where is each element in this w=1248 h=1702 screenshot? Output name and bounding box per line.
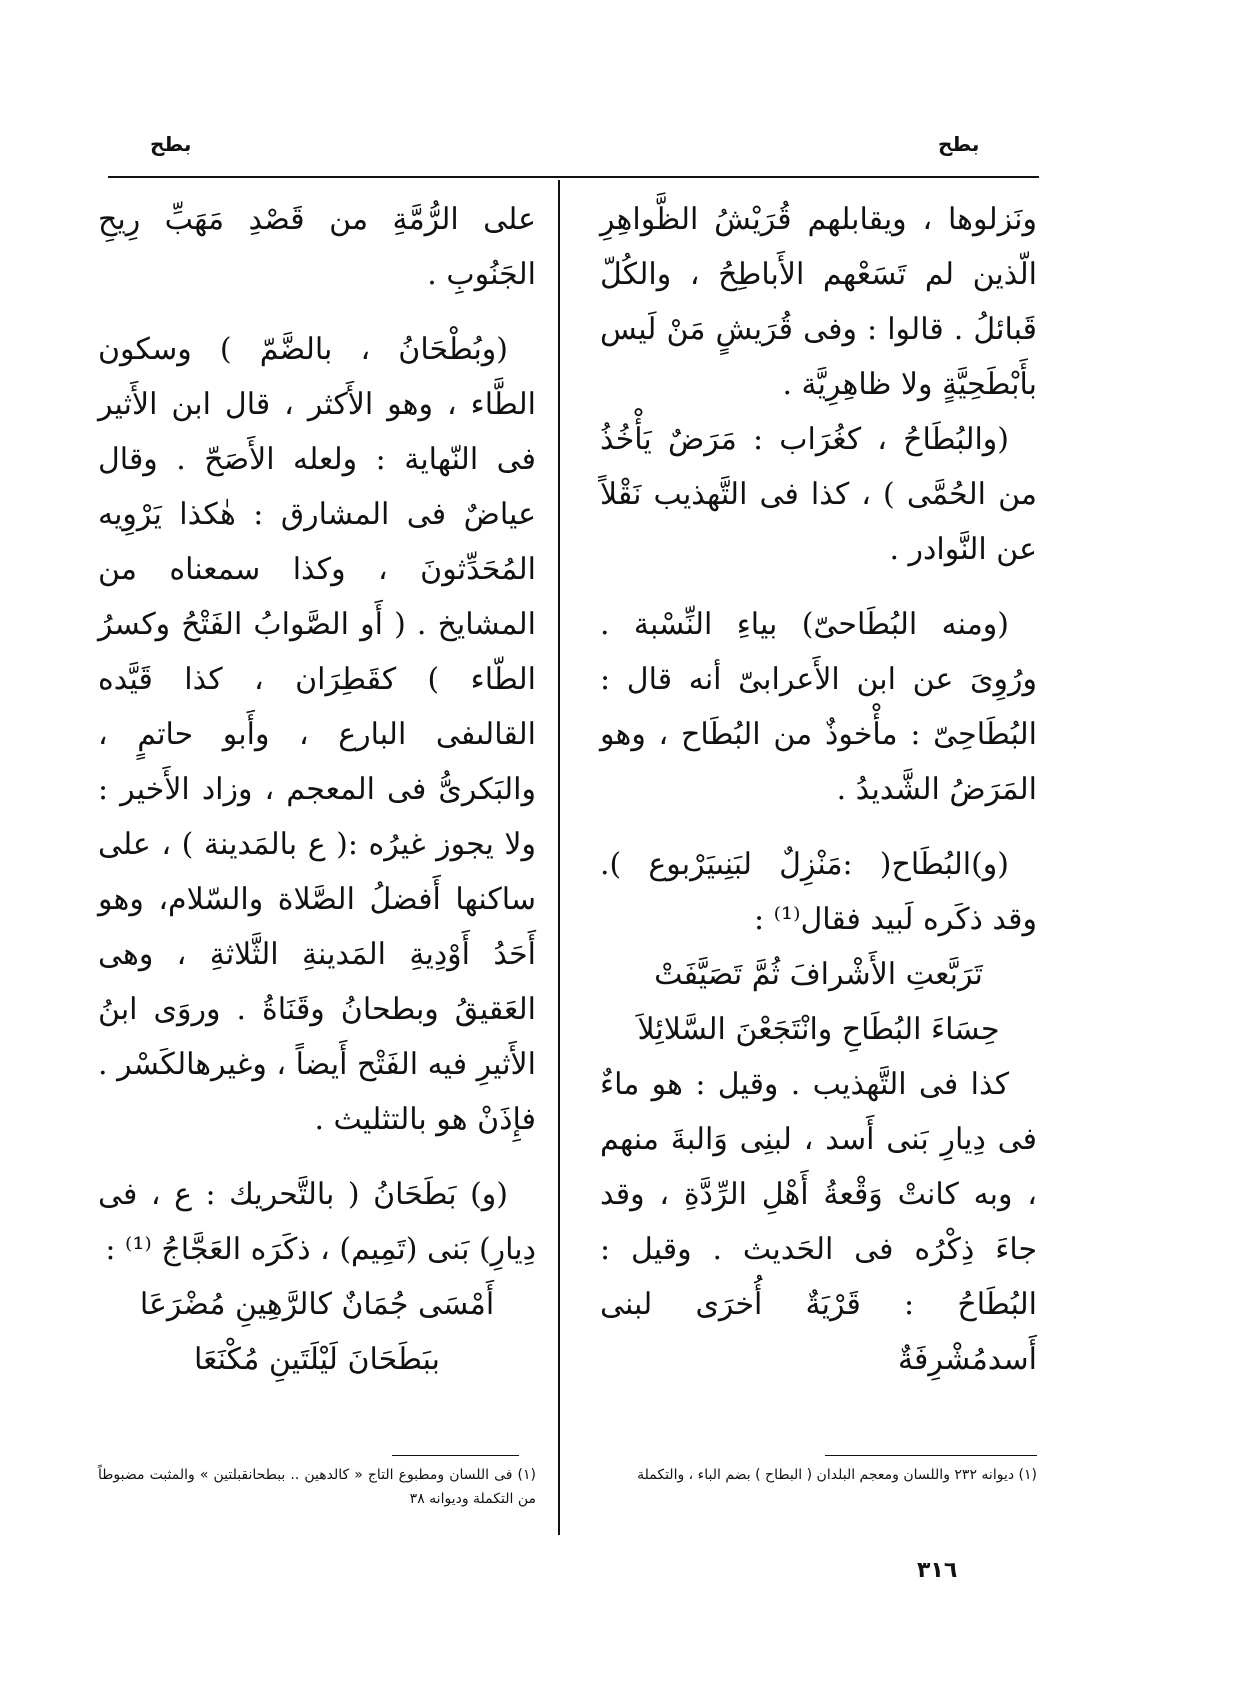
left-verse-line-1: أَمْسَى جُمَانٌ كالرَّهِينِ مُضْرَعَا (139, 1287, 495, 1322)
footnote-left: (١) فى اللسان ومطبوع التاج « كالدهين .. ببطحانقبلتين » والمثبت مضبوطاً من التكملة وديوانه ٣٨ (98, 1467, 536, 1507)
left-lead-text: على الرُّمَّةِ من قَصْدِ مَهَبِّ رِيحِ الجَنُوبِ . (98, 202, 536, 292)
right-paragraph-4: (و)البُطَاح( :مَنْزِلٌ لبَنِىيَرْبوع ). وقد ذكَره لَبيد فقال⁽¹⁾ : (600, 847, 1037, 937)
page-number: ٣١٦ (917, 1558, 958, 1583)
right-verse-line-1: تَرَبَّعتِ الأَشْرافَ ثُمَّ تَصَيَّفَتْ (654, 957, 983, 992)
right-paragraph-5: كذا فى التَّهذيب . وقيل : هو ماءٌ فى دِيارِ بَنى أَسد ، لبنِى وَالبةَ منهم ، وبه كانتْ وَقْعةُ أَهْلِ الرِّدَّةِ ، وقد جاءَ ذِكْرُه فى الحَديث . وقيل : البُطَاحُ : قَرْيَةٌ أُخرَى لبنى أَسدمُشْرِفَةٌ (600, 1067, 1037, 1377)
left-paragraph-2: (و) بَطَحَانُ ( بالتَّحريك : ع ، فى دِيارِ) بَنى (تَمِيم) ، ذكَرَه العَجَّاجُ ⁽¹⁾ : (98, 1177, 536, 1267)
right-paragraph-1: ونَزلوها ، ويقابلهم قُرَيْشُ الظَّواهِرِ الّذين لم تَسَعْهم الأَباطِحُ ، والكُلّ قَبائلُ . قالوا : وفى قُرَيشٍ مَنْ لَيس بأَبْطَحِيَّةٍ ولا ظاهِرِيَّة . (600, 202, 1037, 402)
footnote-rule-right (825, 1455, 1037, 1456)
right-paragraph-2: (والبُطَاحُ ، كغُرَاب : مَرَضٌ يَأْخُذُ من الحُمَّى ) ، كذا فى التَّهذيب نَقْلاً عن النَّوادر . (600, 422, 1037, 567)
right-paragraph-3: (ومنه البُطَاحىّ) بياءِ النِّسْبة . ورُوِىَ عن ابن الأَعرابىّ أنه قال : البُطَاحِىّ : مأْخوذٌ من البُطَاح ، وهو المَرَضُ الشَّديدُ . (600, 607, 1037, 807)
left-column (98, 192, 536, 1387)
left-verse-line-2: ببَطَحَانَ لَيْلَتَينِ مُكْنَعَا (194, 1342, 440, 1377)
footnote-right: (١) ديوانه ٢٣٢ واللسان ومعجم البلدان ( البطاح ) بضم الباء ، والتكملة (637, 1467, 1037, 1483)
running-head-right: بطح (938, 132, 980, 156)
left-paragraph-1: (وبُطْحَانُ ، بالضَّمّ ) وسكون الطَّاء ، وهو الأَكثر ، قال ابن الأَثير فى النّهاية : ولعله الأَصَحّ . وقال عياضٌ فى المشارق : هٰكذا يَرْوِيه المُحَدِّثونَ ، وكذا سمعناه من المشايخ . ( أَو الصَّوابُ الفَتْحُ وكسرُ الطّاء ) كقَطِرَان ، كذا قَيَّده القالىفى البارع ، وأَبو حاتمٍ ، والبَكرىُّ فى المعجم ، وزاد الأَخير : ولا يجوز غيرُه :( ع بالمَدينة ) ، على ساكنها أَفضلُ الصَّلاة والسّلام، وهو أَحَدُ أَوْدِيةِ المَدينةِ الثَّلاثةِ ، وهى العَقيقُ وبطحانُ وقَنَاةُ . وروَى ابنُ الأَثيرِ فيه الفَتْح أَيضاً ، وغيرهالكَسْر . فإِذَنْ هو بالتثليث . (98, 332, 536, 1137)
running-head-left: بطح (150, 132, 192, 156)
footnote-rule-left (392, 1455, 519, 1456)
column-divider (558, 180, 560, 1535)
right-verse-line-2: حِسَاءَ البُطَاحِ وانْتَجَعْنَ السَّلائِلاَ (637, 1012, 1000, 1047)
header-rule (108, 176, 1039, 178)
right-column (600, 192, 1037, 1387)
